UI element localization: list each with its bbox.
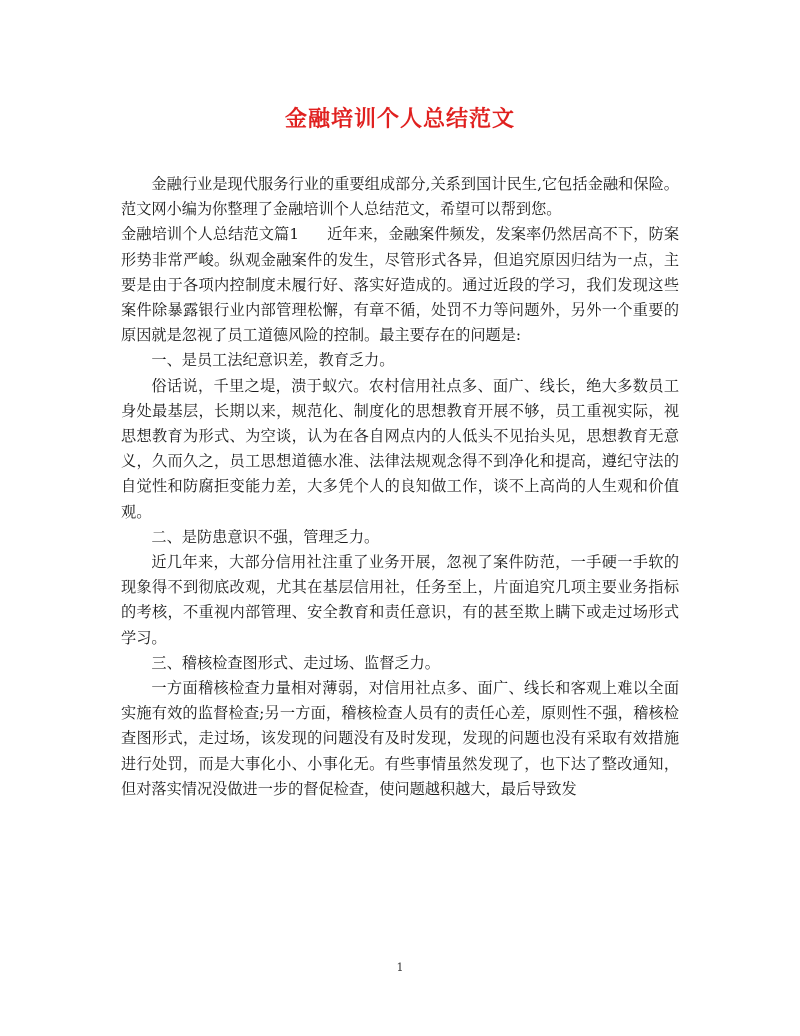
section-text-2: 近几年来，大部分信用社注重了业务开展，忽视了案件防范，一手硬一手软的现象得不到彻底改观，尤其在基层信用社，任务至上，片面追究几项主要业务指标的考核，不重视内部管理、安全教育和责任意识，有的甚至欺上瞒下或走过场形式学习。 <box>121 553 679 647</box>
section-text-3: 一方面稽核检查力量相对薄弱，对信用社点多、面广、线长和客观上难以全面实施有效的监督检查;另一方面，稽核检查人员有的责任心差，原则性不强，稽核检查图形式，走过场，该发现的问题没有及时发现，发现的问题也没有采取有效措施进行处罚，而是大事化小、小事化无。有些事情虽然发现了，也下达了整改通知，但对落实情况没做进一步的督促检查，使问题越积越大，最后导致发 <box>121 679 679 798</box>
section-heading-2: 二、是防患意识不强，管理乏力。 <box>151 527 380 546</box>
page-number: 1 <box>396 961 404 974</box>
section-heading-3: 三、稽核检查图形式、走过场、监督乏力。 <box>151 653 440 672</box>
section-text-1: 俗话说，千里之堤，溃于蚁穴。农村信用社点多、面广、线长，绝大多数员工身处最基层，长期以来，规范化、制度化的思想教育开展不够，员工重视实际，视思想教育为形式、为空谈，认为在各自网点内的人低头不见抬头见，思想教育无意义，久而久之，员工思想道德水准、法律法规观念得不到净化和提高，遵纪守法的自觉性和防腐拒变能力差，大多凭个人的良知做工作，谈不上高尚的人生观和价值观。 <box>121 376 679 521</box>
document-title: 金融培训个人总结范文 <box>284 106 515 132</box>
article-label: 金融培训个人总结范文篇1 <box>121 225 300 244</box>
section-heading-1: 一、是员工法纪意识差，教育乏力。 <box>151 351 395 370</box>
article-paragraph <box>121 222 679 348</box>
intro-paragraph: 金融行业是现代服务行业的重要组成部分,关系到国计民生,它包括金融和保险。范文网小编为你整理了金融培训个人总结范文，希望可以帮到您。 <box>121 175 679 219</box>
document-body <box>121 172 679 802</box>
article-opening: 近年来，金融案件频发，发案率仍然居高不下，防案形势非常严峻。纵观金融案件的发生，尽管形式各异，但追究原因归结为一点，主要是由于各项内控制度未履行好、落实好造成的。通过近段的学习，我们发现这些案件除暴露银行业内部管理松懈，有章不循，处罚不力等问题外，另外一个重要的原因就是忽视了员工道德风险的控制。最主要存在的问题是: <box>121 225 680 345</box>
